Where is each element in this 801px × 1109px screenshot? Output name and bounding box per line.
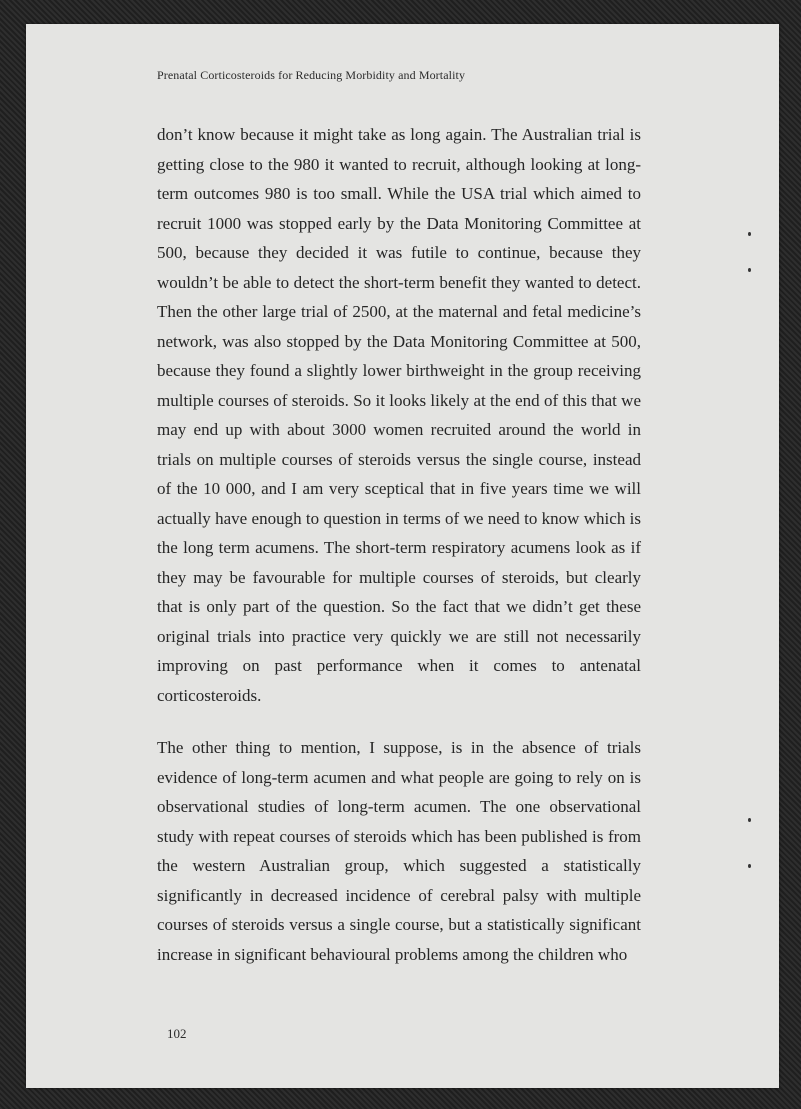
scan-speck bbox=[748, 268, 751, 272]
document-page bbox=[26, 24, 779, 1088]
page-number: 102 bbox=[167, 1026, 187, 1041]
scan-speck bbox=[748, 818, 751, 822]
scan-speck bbox=[748, 864, 751, 868]
scan-speck bbox=[748, 232, 751, 236]
running-head: Prenatal Corticosteroids for Reducing Morbidity and Mortality bbox=[157, 68, 466, 82]
body-paragraph-2: The other thing to mention, I suppose, is in the absence of trials evidence of long-term acumen and what people are going to rely on is observational studies of long-term acumen. The one observational study with repeat courses of steroids which has been published is from the western Australian group, which suggested a statistically significantly in decreased incidence of cerebral palsy with multiple courses of steroids versus a single course, but a statistically significant increase in significant behavioural problems among the children who bbox=[157, 738, 641, 964]
body-paragraph-1: don’t know because it might take as long again. The Australian trial is getting close to the 980 it wanted to recruit, although looking at long-term outcomes 980 is too small. While the USA trial which aimed to recruit 1000 was stopped early by the Data Monitoring Committee at 500, because they decided it was futile to continue, because they wouldn’t be able to detect the short-term benefit they wanted to detect. Then the other large trial of 2500, at the maternal and fetal medicine’s network, was also stopped by the Data Monitoring Committee at 500, because they found a slightly lower birthweight in the group receiving multiple courses of steroids. So it looks likely at the end of this that we may end up with about 3000 women recruited around the world in trials on multiple courses of steroids versus the single course, instead of the 10 000, and I am very sceptical that in five years time we will actually have enough to question in terms of we need to know which is the long term acumens. The short-term respiratory acumens look as if they may be favourable for multiple courses of steroids, but clearly that is only part of the question. So the fact that we didn’t get these original trials into practice very quickly we are still not necessarily improving on past performance when it comes to antenatal corticosteroids. bbox=[157, 125, 641, 705]
